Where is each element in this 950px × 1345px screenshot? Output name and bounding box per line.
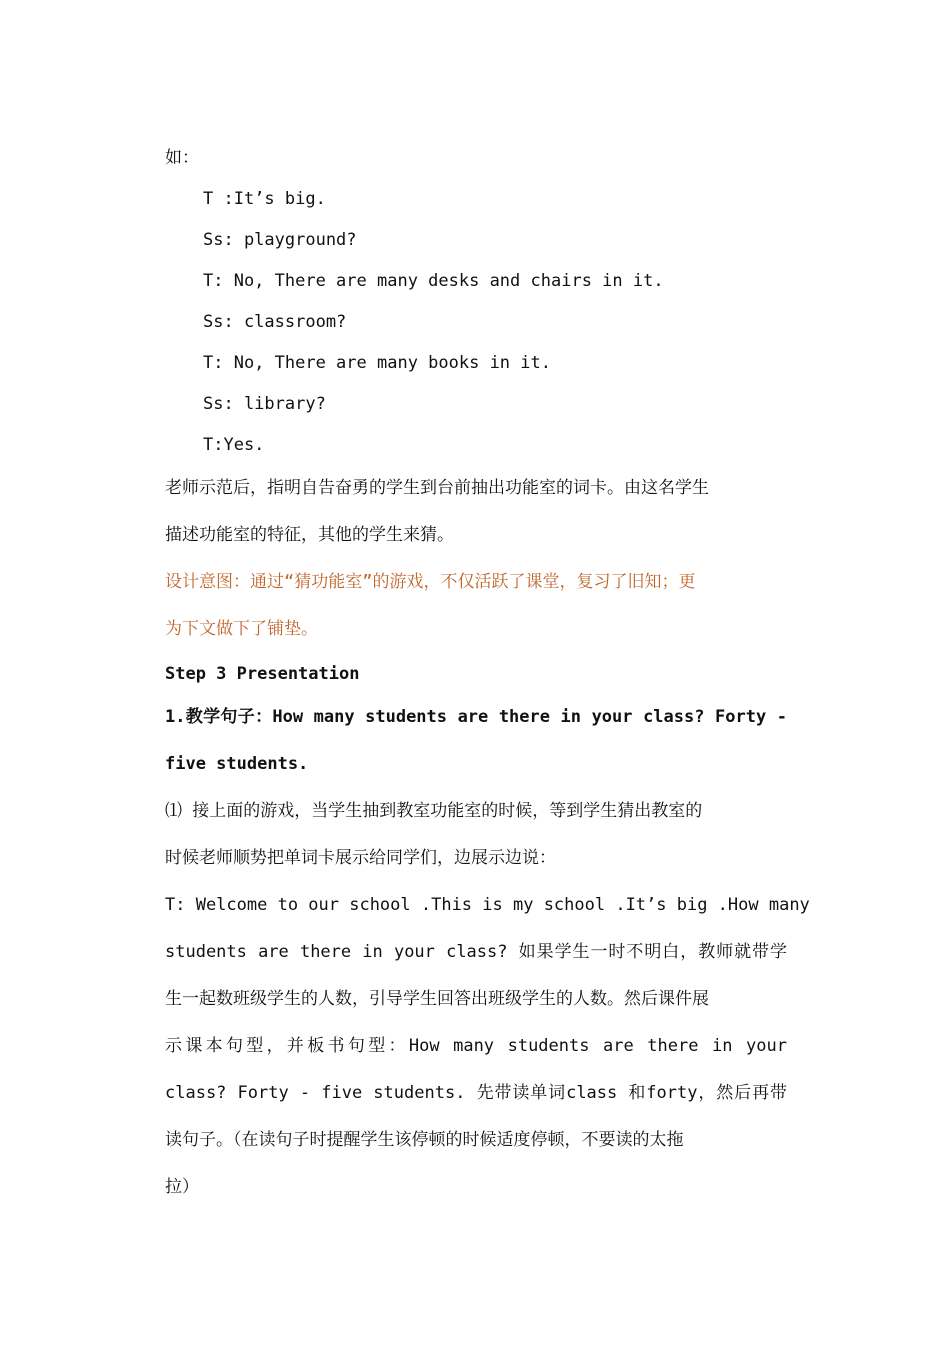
design-intent-line: 为下文做下了铺垫。 — [165, 619, 318, 639]
dialogue-line: Ss: library? — [203, 394, 326, 414]
sub-step-line: class? Forty - five students. 先带读单词class 和forty，然后再带 — [165, 1083, 787, 1103]
sub-step-line: students are there in your class? 如果学生一时不明白，教师就带学 — [165, 942, 787, 962]
step-heading: Step 3 Presentation — [165, 664, 360, 684]
sub-step-line: ⑴ 接上面的游戏，当学生抽到教室功能室的时候，等到学生猜出教室的 — [165, 801, 703, 821]
dialogue-line: Ss: classroom? — [203, 312, 347, 332]
document-page — [165, 140, 810, 1214]
sub-step-line: 生一起数班级学生的人数，引导学生回答出班级学生的人数。然后课件展 — [165, 989, 709, 1009]
teaching-item-1 — [165, 697, 787, 791]
dialogue-line: T:Yes. — [203, 435, 265, 455]
design-intent — [165, 562, 787, 656]
dialogue-line: T :It’s big. — [203, 189, 326, 209]
sub-step-line: 读句子。（在读句子时提醒学生该停顿的时候适度停顿，不要读的太拖 — [165, 1130, 684, 1150]
teaching-item-line: 1.教学句子：How many students are there in your class? Forty - — [165, 707, 787, 727]
sub-step-line: T: Welcome to our school .This is my school .It’s big .How many — [165, 895, 810, 915]
paragraph-line: 老师示范后，指明自告奋勇的学生到台前抽出功能室的词卡。由这名学生 — [165, 478, 709, 498]
dialogue-line: T: No, There are many books in it. — [203, 353, 551, 373]
teaching-item-line: five students. — [165, 754, 309, 774]
dialogue-line: T: No, There are many desks and chairs in it. — [203, 271, 664, 291]
example-label: 如： — [165, 148, 199, 168]
sub-step-1 — [165, 791, 810, 1214]
dialogue-block — [165, 181, 787, 468]
design-intent-line: 设计意图：通过“猜功能室”的游戏，不仅活跃了课堂，复习了旧知；更 — [165, 572, 696, 592]
sub-step-line: 示课本句型，并板书句型：How many students are there in your — [165, 1036, 787, 1056]
dialogue-line: Ss: playground? — [203, 230, 357, 250]
paragraph-teacher-demo — [165, 468, 787, 562]
paragraph-line: 描述功能室的特征，其他的学生来猜。 — [165, 525, 454, 545]
sub-step-line: 时候老师顺势把单词卡展示给同学们，边展示边说： — [165, 848, 556, 868]
sub-step-line: 拉） — [165, 1177, 199, 1197]
